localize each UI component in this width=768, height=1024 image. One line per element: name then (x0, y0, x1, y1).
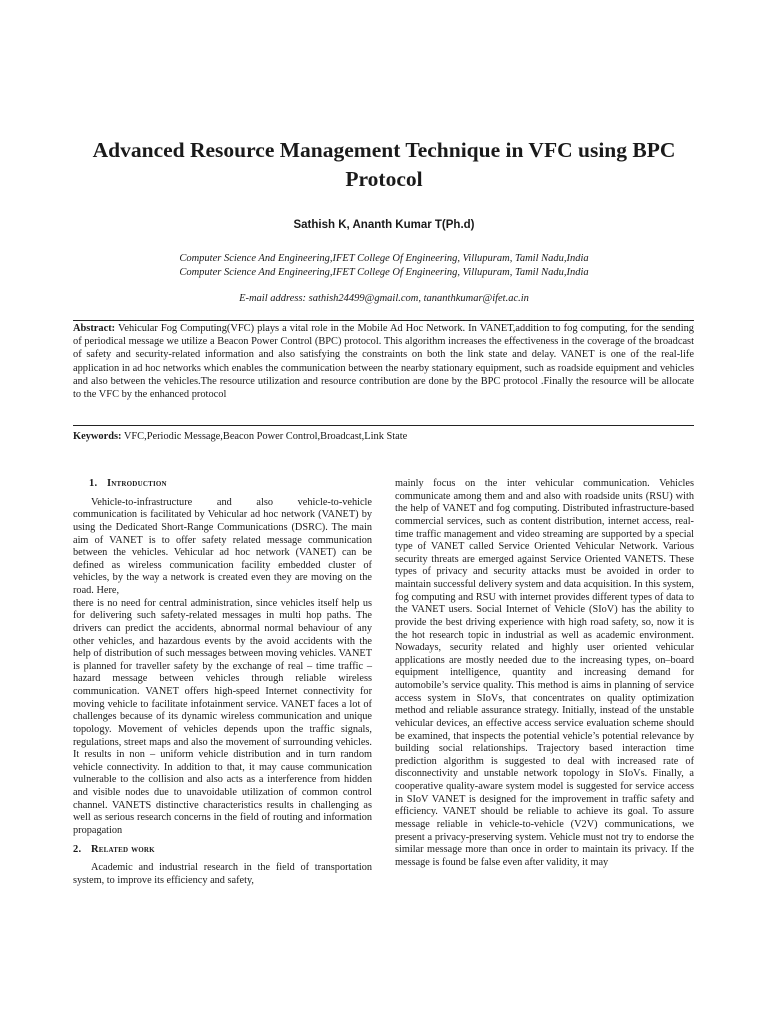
section-heading-introduction (73, 478, 372, 491)
affiliation-1: Computer Science And Engineering,IFET College Of Engineering, Villupuram, Tamil Nadu,India (179, 253, 589, 264)
abstract-bottom-rule (73, 425, 694, 426)
section-title: Related work (91, 843, 155, 855)
keywords-label: Keywords: (73, 431, 122, 442)
affiliation-2: Computer Science And Engineering,IFET College Of Engineering, Villupuram, Tamil Nadu,India (179, 267, 589, 278)
abstract (73, 322, 694, 401)
related-work-paragraph: Academic and industrial research in the field of transportation system, to improve its efficiency and safety, (73, 862, 372, 886)
abstract-text: Vehicular Fog Computing(VFC) plays a vital role in the Mobile Ad Hoc Network. In VANET,addition to fog computing, for the sending of periodical message we utilize a Beacon Power Control (BPC) protocol. This algorithm increases the effectiveness in the coverage of the broadcast of safety and security-related information and also satisfying the constraints on both the link state and delay. VANET is one of the real-life application in ad hoc networks which enables the communication between the nearby stationary equipment, such as roadside equipment and vehicles and also between the vehicles.The resource utilization and resource contribution are done by the BPC protocol .Finally the resource will be allocate to the VFC by the enhanced protocol (73, 323, 694, 401)
left-column (73, 478, 372, 887)
keywords (73, 430, 694, 443)
right-column-paragraph: mainly focus on the inter vehicular communication. Vehicles communicate among them and and also with roadside units (RSU) with the help of VANET and fog computing. Distributed infrastructure-based commercial services, such as content distribution, internet access, real-time traffic management and video streaming are supported by a special type of VANET called Service Oriented Vehicular Network. Various security threats are emerged against Service Oriented VANETS. These types of privacy and security attacks must be avoided in order to maintain successful delivery system and data acquisition. In this system, fog computing and RSU with internet provides different types of data to the VANET users. Social Internet of Vehicle (SIoV) has the ability to provide the best driving experience with high road safety, so, now it is the hot research topic in industrial as well as academic environment. Nowadays, security related and highly user oriented vehicular applications are mostly needed due to the increasing types, on–board equipment intelligence, quantity and increasing demand for automobile’s service quality. This method is aims in planning of service access system in SIoVs, that concentrates on quality optimization method and reliable assurance strategy. Initially, instead of the unstable vehicular devices, an effective access service evaluation scheme should be examined, that inspects the potential vehicle’s potential relevance by building social relationships. Trajectory based interaction time prediction algorithm is suggested to deal with increased rate of disconnectivity and unstable network topology in SIoVs. Finally, a cooperative quality-aware system model is suggested for service access in SIoV VANET is designed for the improvement in traffic safety and efficiency. VANET should be reliable to achieve its goal. To assure message reliable in vehicle-to-vehicle (V2V) communications, we present a privacy-preserving system. Vehicle must not try to endorse the similar message more than once in order to maintain its privacy. If the message is found be false even after validity, it may (395, 478, 694, 868)
section-title: Introduction (107, 478, 167, 489)
section-number: 2. (73, 843, 82, 855)
right-column (395, 478, 694, 869)
section-heading-related-work (73, 844, 372, 857)
keywords-text: VFC,Periodic Message,Beacon Power Control,Broadcast,Link State (121, 431, 408, 442)
email-address: E-mail address: sathish24499@gmail.com, tananthkumar@ifet.ac.in (239, 293, 529, 304)
section-number: 1. (89, 478, 98, 489)
intro-paragraph-1: Vehicle-to-infrastructure and also vehicle-to-vehicle communication is facilitated by Vehicular ad hoc network (VANET) by using the Dedicated Short-Range Communications (DSRC). The main aim of VANET is to offer safety related message communication between the vehicles. Vehicular ad hoc network (VANET) can be defined as wireless communication facility embedded cluster of vehicles, by the way a network is created even they are moving on the road. Here, (73, 496, 372, 596)
author-list: Sathish K, Ananth Kumar T(Ph.d) (293, 219, 475, 231)
abstract-label: Abstract: (73, 323, 116, 334)
abstract-top-rule (73, 320, 694, 321)
paper-title: Advanced Resource Management Technique in VFC using BPC Protocol (92, 138, 676, 191)
intro-paragraph-2: there is no need for central administration, since vehicles itself help us for delivering such safety-related messages in multi hop paths. The drivers can predict the accidents, abnormal normal behaviour of any other vehicles, and hazardous events by the avoid accidents with the help of distribution of such messages between moving vehicles. VANET is planned for traveller safety by the exchange of real – time traffic – hazard message between vehicles through reliable wireless communication. VANET offers high-speed Internet connectivity for moving vehicle to facilitate infotainment service. VANET faces a lot of challenges because of its dynamic wireless communication and unique topology. Movement of vehicles depends upon the traffic signals, regulations, street maps and also the movement of surrounding vehicles. It results in non – uniform vehicle distribution and in turn random vehicle connectivity. In addition to that, it may cause communication vulnerable to the collision and also acts as a interference from hidden and visible nodes due to unavoidable utilization of common control channel. VANETS distinctive characteristics results in challenging as well as serious research concerns in the field of routing and information propagation (73, 597, 372, 836)
